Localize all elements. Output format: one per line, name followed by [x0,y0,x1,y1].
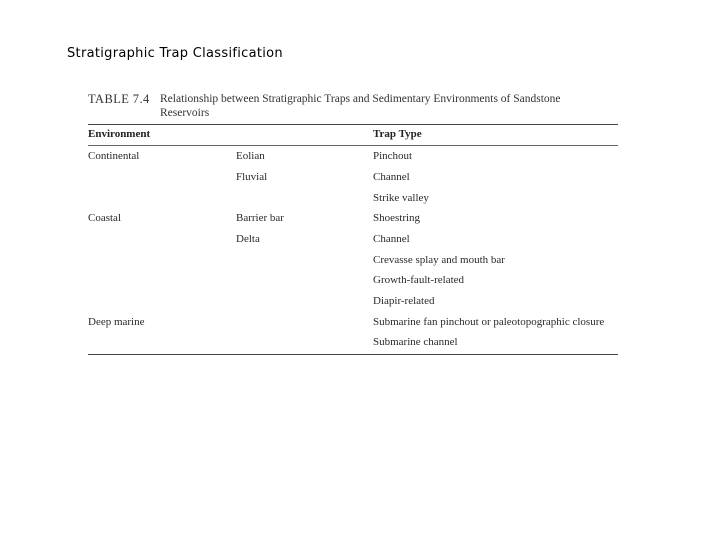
table-bottom-rule [88,354,618,355]
table-cell-trap-type: Crevasse splay and mouth bar [373,254,505,266]
table-cell-trap-type: Channel [373,233,410,245]
table-caption [88,90,618,120]
table-caption-text: Relationship between Stratigraphic Traps and Sedimentary Environments of Sandstone Reservoirs [160,93,561,119]
table-cell-trap-type: Strike valley [373,192,429,204]
table-cell-trap-type: Submarine fan pinchout or paleotopographic closure [373,316,605,328]
table-cell-trap-type: Shoestring [373,212,421,224]
table-cell-sub-environment: Fluvial [236,171,268,183]
table-top-rule [88,124,618,125]
table-cell-trap-type: Submarine channel [373,336,458,348]
table-cell-trap-type: Growth-fault-related [373,274,465,286]
table-cell-sub-environment: Barrier bar [236,212,284,224]
table-cell-environment: Coastal [88,212,121,224]
table-cell-trap-type: Diapir-related [373,295,435,307]
header-trap-type: Trap Type [373,128,422,140]
table-header-rule [88,145,618,146]
table-cell-sub-environment: Delta [236,233,260,245]
header-environment: Environment [88,128,151,140]
table-cell-trap-type: Pinchout [373,150,413,162]
table-cell-environment: Continental [88,150,140,162]
page-title: Stratigraphic Trap Classification [67,46,283,61]
table-figure [88,90,618,348]
table-cell-sub-environment: Eolian [236,150,265,162]
table-cell-trap-type: Channel [373,171,410,183]
table-caption-label: TABLE 7.4 [88,92,150,106]
table-cell-environment: Deep marine [88,316,145,328]
